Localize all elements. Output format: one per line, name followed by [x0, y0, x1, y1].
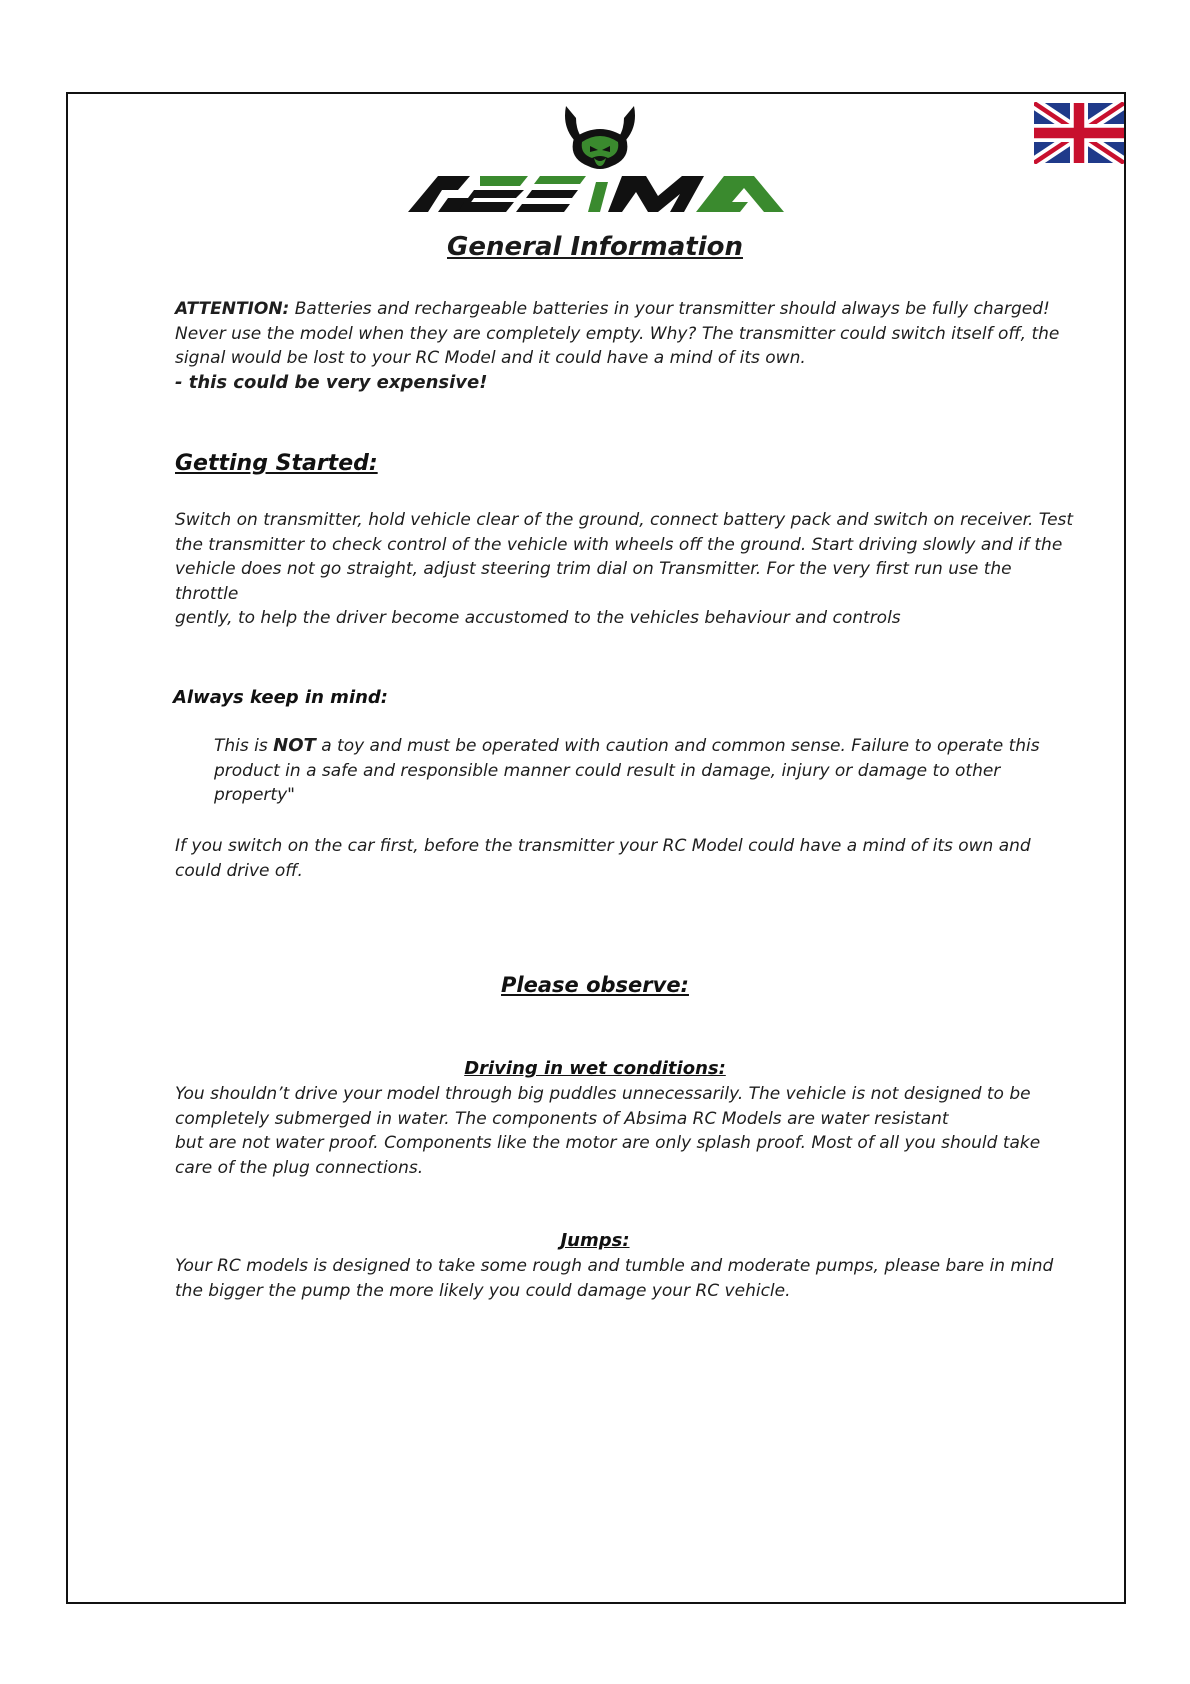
wet-conditions-heading: Driving in wet conditions: [464, 1058, 726, 1079]
jumps-heading: Jumps: [560, 1230, 630, 1251]
attention-label: ATTENTION: [175, 299, 290, 319]
attention-block [175, 297, 1075, 395]
please-observe-heading: Please observe: [501, 973, 689, 997]
getting-started-text: Switch on transmitter, hold vehicle clear of the ground, connect battery pack and switch on receiver. Test the transmitter to check control of the vehicle with wheels off the ground. Start driving slowly and if the vehicle does not go straight, adjust steering trim dial on Transmitter. For the very first run use the throttle gently, to help the driver become accustomed to the vehicles behaviour and controls [175, 510, 1074, 628]
attention-warning: - this could be very expensive! [175, 371, 488, 393]
keep-in-mind-heading: Always keep in mind: [173, 687, 389, 708]
keep-in-mind-quote: This is NOT a toy and must be operated with caution and common sense. Failure to operate this product in a safe and responsible manner could result in damage, injury or damage to other property" [214, 735, 1040, 805]
attention-line-1: ATTENTION: Batteries and rechargeable batteries in your transmitter should always be fully charged! [175, 299, 1050, 319]
attention-line-3: signal would be lost to your RC Model and it could have a mind of its own. [175, 348, 806, 368]
keep-in-mind-note: If you switch on the car first, before the transmitter your RC Model could have a mind of its own and could drive off. [175, 836, 1031, 881]
page-title: General Information [447, 232, 743, 262]
attention-line-2: Never use the model when they are completely empty. Why? The transmitter could switch itself off, the [175, 323, 1060, 344]
jumps-text: Your RC models is designed to take some rough and tumble and moderate pumps, please bare in mind the bigger the pump the more likely you could damage your RC vehicle. [175, 1256, 1054, 1301]
absima-wordmark-logo [408, 174, 784, 214]
getting-started-heading: Getting Started: [175, 451, 378, 476]
union-jack-flag-icon [1034, 102, 1124, 164]
wet-conditions-text: You shouldn’t drive your model through big puddles unnecessarily. The vehicle is not designed to be completely submerged in water. The components of Absima RC Models are water resistant but are not water proof. Components like the motor are only splash proof. Most of all you should take care of the plug connections. [175, 1084, 1041, 1178]
absima-logo-mark-icon [560, 100, 640, 172]
not-emphasis: NOT [273, 735, 316, 756]
